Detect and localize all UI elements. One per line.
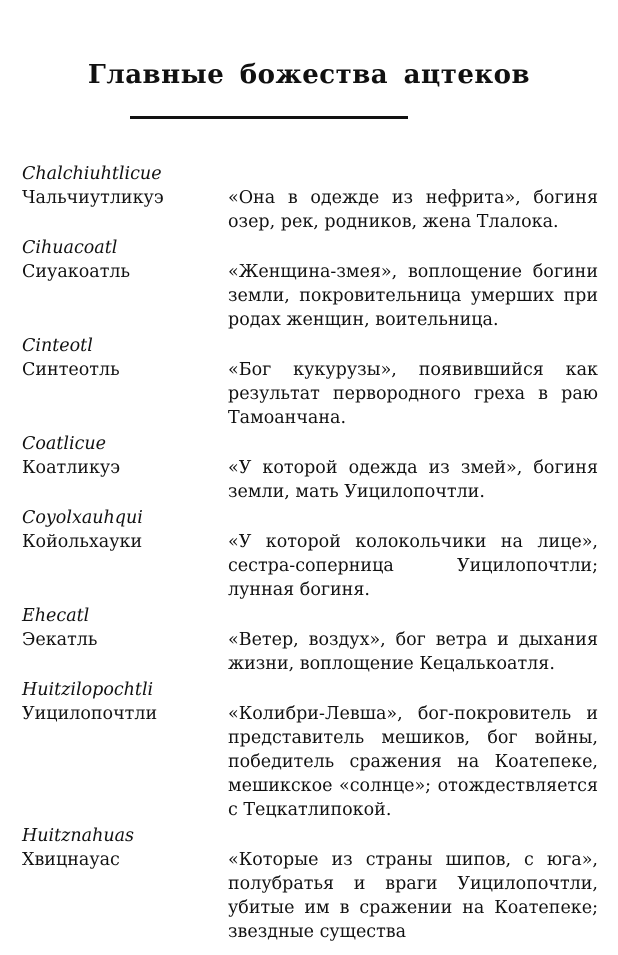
- deity-entry: [22, 334, 598, 430]
- deity-russian-name: Уицилопочтли: [22, 704, 158, 724]
- deity-russian-name: Чальчиутликуэ: [22, 188, 164, 208]
- deity-latin-name: Cihuacoatl: [22, 238, 118, 258]
- deity-russian-name: Синтеотль: [22, 360, 120, 380]
- deity-description: «Она в одежде из нефрита», богиня озер, рек, родников, жена Тлалока.: [228, 188, 598, 232]
- deity-description: «У которой одежда из змей», богиня земли, мать Уицилопочтли.: [228, 458, 598, 502]
- deity-latin-name: Huitzilopochtli: [22, 680, 154, 700]
- deity-latin-name: Cinteotl: [22, 336, 93, 356]
- deity-latin-name: Chalchiuhtlicue: [22, 164, 162, 184]
- deity-russian-name: Хвицнауас: [22, 850, 120, 870]
- deity-description: «Колибри-Левша», бог-покровитель и представитель мешиков, бог войны, победитель сражения на Коатепеке, мешикское «солнце»; отождествляется с Тецкатлипокой.: [228, 704, 598, 820]
- deity-entry: [22, 236, 598, 332]
- deity-description: «У которой колокольчики на лице», сестра-соперница Уицилопочтли; лунная богиня.: [228, 532, 598, 600]
- deity-description: «Ветер, воздух», бог ветра и дыхания жизни, воплощение Кецалькоатля.: [228, 630, 598, 674]
- page-title: Главные божества ацтеков: [87, 60, 531, 90]
- deity-entry: [22, 678, 598, 822]
- deity-description: «Женщина-змея», воплощение богини земли, покровительница умерших при родах женщин, воительница.: [228, 262, 598, 330]
- deity-entry: [22, 604, 598, 676]
- deity-latin-name: Coatlicue: [22, 434, 107, 454]
- deity-russian-name: Эекатль: [22, 630, 98, 650]
- deity-latin-name: Coyolxauhqui: [22, 508, 143, 528]
- deity-entry: [22, 506, 598, 602]
- deity-entry: [22, 162, 598, 234]
- title-underline: [130, 116, 408, 119]
- deity-description: «Которые из страны шипов, с юга», полубратья и враги Уицилопочтли, убитые им в сражении на Коатепеке; звездные существа: [228, 850, 598, 942]
- deity-entry: [22, 432, 598, 504]
- deity-russian-name: Коатликуэ: [22, 458, 121, 478]
- deity-russian-name: Сиуакоатль: [22, 262, 131, 282]
- deity-entry: [22, 824, 598, 944]
- deity-latin-name: Huitznahuas: [22, 826, 135, 846]
- deity-latin-name: Ehecatl: [22, 606, 90, 626]
- deity-description: «Бог кукурузы», появившийся как результат первородного греха в раю Тамоанчана.: [228, 360, 598, 428]
- deity-russian-name: Койольхауки: [22, 532, 143, 552]
- deity-list: [22, 162, 598, 946]
